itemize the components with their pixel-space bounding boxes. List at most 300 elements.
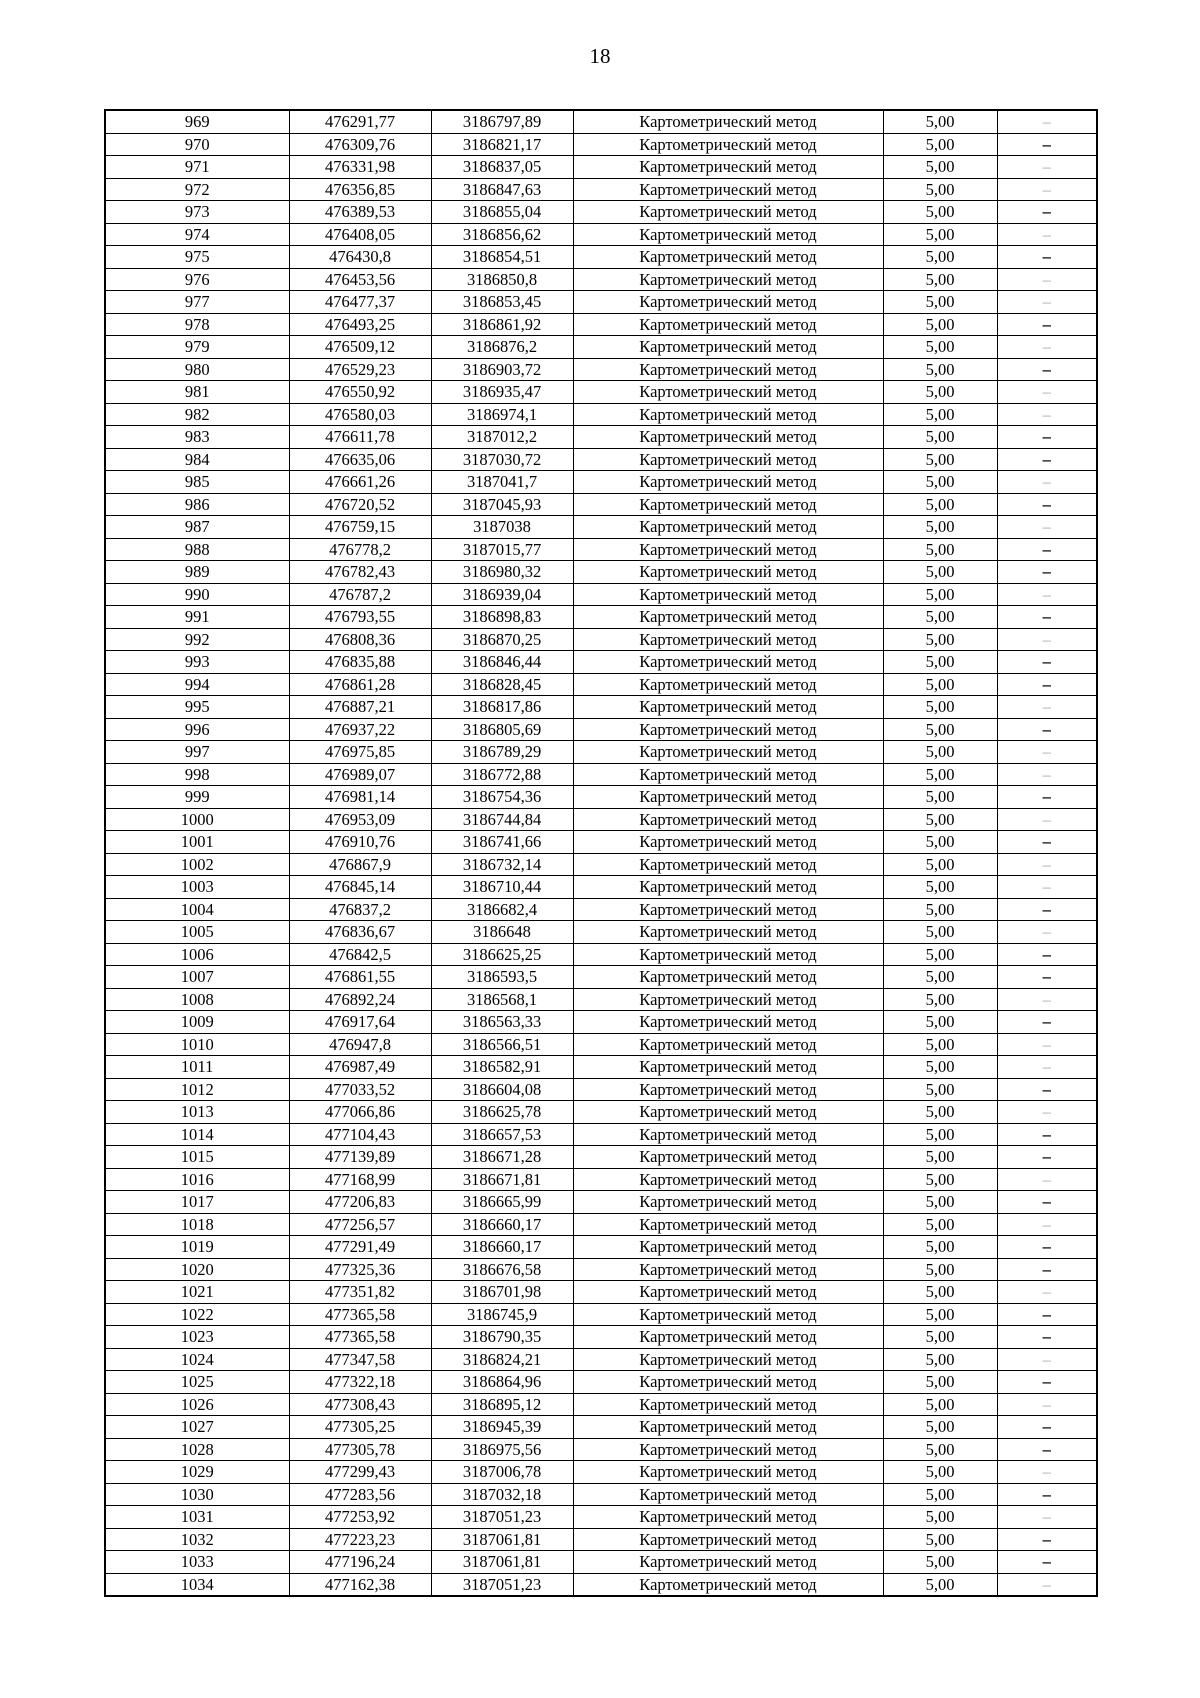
table-row bbox=[105, 268, 1097, 291]
note-cell: – bbox=[997, 1573, 1097, 1596]
y-coordinate-cell: 3187030,72 bbox=[431, 448, 573, 471]
method-cell: Картометрический метод bbox=[573, 110, 883, 133]
point-number-cell: 990 bbox=[105, 583, 289, 606]
note-cell: – bbox=[997, 246, 1097, 269]
table-row bbox=[105, 110, 1097, 133]
point-number-cell: 972 bbox=[105, 178, 289, 201]
point-number-cell: 1028 bbox=[105, 1438, 289, 1461]
point-number-cell: 969 bbox=[105, 110, 289, 133]
y-coordinate-cell: 3186671,81 bbox=[431, 1168, 573, 1191]
point-number-cell: 988 bbox=[105, 538, 289, 561]
y-coordinate-cell: 3186856,62 bbox=[431, 223, 573, 246]
note-cell: – bbox=[997, 1258, 1097, 1281]
note-cell: – bbox=[997, 1123, 1097, 1146]
method-cell: Картометрический метод bbox=[573, 156, 883, 179]
x-coordinate-cell: 477066,86 bbox=[289, 1101, 431, 1124]
accuracy-cell: 5,00 bbox=[883, 831, 997, 854]
point-number-cell: 998 bbox=[105, 763, 289, 786]
y-coordinate-cell: 3186895,12 bbox=[431, 1393, 573, 1416]
accuracy-cell: 5,00 bbox=[883, 1528, 997, 1551]
note-cell: – bbox=[997, 201, 1097, 224]
accuracy-cell: 5,00 bbox=[883, 426, 997, 449]
method-cell: Картометрический метод bbox=[573, 246, 883, 269]
table-row bbox=[105, 358, 1097, 381]
method-cell: Картометрический метод bbox=[573, 1078, 883, 1101]
table-row bbox=[105, 673, 1097, 696]
accuracy-cell: 5,00 bbox=[883, 1078, 997, 1101]
point-number-cell: 1029 bbox=[105, 1461, 289, 1484]
note-cell: – bbox=[997, 651, 1097, 674]
accuracy-cell: 5,00 bbox=[883, 988, 997, 1011]
x-coordinate-cell: 476987,49 bbox=[289, 1056, 431, 1079]
point-number-cell: 1018 bbox=[105, 1213, 289, 1236]
point-number-cell: 997 bbox=[105, 741, 289, 764]
method-cell: Картометрический метод bbox=[573, 786, 883, 809]
method-cell: Картометрический метод bbox=[573, 493, 883, 516]
accuracy-cell: 5,00 bbox=[883, 853, 997, 876]
method-cell: Картометрический метод bbox=[573, 651, 883, 674]
point-number-cell: 1009 bbox=[105, 1011, 289, 1034]
x-coordinate-cell: 477253,92 bbox=[289, 1506, 431, 1529]
x-coordinate-cell: 476837,2 bbox=[289, 898, 431, 921]
method-cell: Картометрический метод bbox=[573, 1303, 883, 1326]
y-coordinate-cell: 3186789,29 bbox=[431, 741, 573, 764]
point-number-cell: 974 bbox=[105, 223, 289, 246]
point-number-cell: 970 bbox=[105, 133, 289, 156]
point-number-cell: 1007 bbox=[105, 966, 289, 989]
accuracy-cell: 5,00 bbox=[883, 696, 997, 719]
x-coordinate-cell: 476309,76 bbox=[289, 133, 431, 156]
table-row bbox=[105, 426, 1097, 449]
accuracy-cell: 5,00 bbox=[883, 516, 997, 539]
y-coordinate-cell: 3186772,88 bbox=[431, 763, 573, 786]
x-coordinate-cell: 476720,52 bbox=[289, 493, 431, 516]
method-cell: Картометрический метод bbox=[573, 291, 883, 314]
x-coordinate-cell: 477033,52 bbox=[289, 1078, 431, 1101]
table-row bbox=[105, 313, 1097, 336]
point-number-cell: 976 bbox=[105, 268, 289, 291]
accuracy-cell: 5,00 bbox=[883, 1191, 997, 1214]
method-cell: Картометрический метод bbox=[573, 628, 883, 651]
note-cell: – bbox=[997, 448, 1097, 471]
x-coordinate-cell: 477299,43 bbox=[289, 1461, 431, 1484]
y-coordinate-cell: 3187061,81 bbox=[431, 1551, 573, 1574]
note-cell: – bbox=[997, 156, 1097, 179]
accuracy-cell: 5,00 bbox=[883, 381, 997, 404]
x-coordinate-cell: 476331,98 bbox=[289, 156, 431, 179]
point-number-cell: 1021 bbox=[105, 1281, 289, 1304]
table-row bbox=[105, 561, 1097, 584]
note-cell: – bbox=[997, 313, 1097, 336]
point-number-cell: 991 bbox=[105, 606, 289, 629]
method-cell: Картометрический метод bbox=[573, 448, 883, 471]
table-row bbox=[105, 156, 1097, 179]
accuracy-cell: 5,00 bbox=[883, 628, 997, 651]
table-row bbox=[105, 246, 1097, 269]
x-coordinate-cell: 476910,76 bbox=[289, 831, 431, 854]
x-coordinate-cell: 476793,55 bbox=[289, 606, 431, 629]
x-coordinate-cell: 477223,23 bbox=[289, 1528, 431, 1551]
accuracy-cell: 5,00 bbox=[883, 606, 997, 629]
y-coordinate-cell: 3186870,25 bbox=[431, 628, 573, 651]
x-coordinate-cell: 476430,8 bbox=[289, 246, 431, 269]
note-cell: – bbox=[997, 110, 1097, 133]
note-cell: – bbox=[997, 291, 1097, 314]
point-number-cell: 1032 bbox=[105, 1528, 289, 1551]
point-number-cell: 1013 bbox=[105, 1101, 289, 1124]
table-row bbox=[105, 1483, 1097, 1506]
note-cell: – bbox=[997, 1551, 1097, 1574]
accuracy-cell: 5,00 bbox=[883, 1438, 997, 1461]
point-number-cell: 992 bbox=[105, 628, 289, 651]
x-coordinate-cell: 477351,82 bbox=[289, 1281, 431, 1304]
x-coordinate-cell: 476580,03 bbox=[289, 403, 431, 426]
table-row bbox=[105, 898, 1097, 921]
accuracy-cell: 5,00 bbox=[883, 156, 997, 179]
table-row bbox=[105, 606, 1097, 629]
point-number-cell: 999 bbox=[105, 786, 289, 809]
table-row bbox=[105, 786, 1097, 809]
x-coordinate-cell: 477256,57 bbox=[289, 1213, 431, 1236]
y-coordinate-cell: 3186593,5 bbox=[431, 966, 573, 989]
method-cell: Картометрический метод bbox=[573, 1393, 883, 1416]
y-coordinate-cell: 3186805,69 bbox=[431, 718, 573, 741]
x-coordinate-cell: 476291,77 bbox=[289, 110, 431, 133]
accuracy-cell: 5,00 bbox=[883, 1213, 997, 1236]
x-coordinate-cell: 476892,24 bbox=[289, 988, 431, 1011]
accuracy-cell: 5,00 bbox=[883, 1056, 997, 1079]
accuracy-cell: 5,00 bbox=[883, 336, 997, 359]
y-coordinate-cell: 3186660,17 bbox=[431, 1213, 573, 1236]
method-cell: Картометрический метод bbox=[573, 763, 883, 786]
y-coordinate-cell: 3186754,36 bbox=[431, 786, 573, 809]
x-coordinate-cell: 476389,53 bbox=[289, 201, 431, 224]
x-coordinate-cell: 476845,14 bbox=[289, 876, 431, 899]
table-row bbox=[105, 1371, 1097, 1394]
table-row bbox=[105, 808, 1097, 831]
y-coordinate-cell: 3186604,08 bbox=[431, 1078, 573, 1101]
accuracy-cell: 5,00 bbox=[883, 448, 997, 471]
point-number-cell: 1030 bbox=[105, 1483, 289, 1506]
table-row bbox=[105, 1011, 1097, 1034]
accuracy-cell: 5,00 bbox=[883, 1393, 997, 1416]
method-cell: Картометрический метод bbox=[573, 178, 883, 201]
accuracy-cell: 5,00 bbox=[883, 898, 997, 921]
point-number-cell: 1008 bbox=[105, 988, 289, 1011]
y-coordinate-cell: 3186980,32 bbox=[431, 561, 573, 584]
accuracy-cell: 5,00 bbox=[883, 1011, 997, 1034]
x-coordinate-cell: 476887,21 bbox=[289, 696, 431, 719]
note-cell: – bbox=[997, 876, 1097, 899]
point-number-cell: 975 bbox=[105, 246, 289, 269]
accuracy-cell: 5,00 bbox=[883, 1506, 997, 1529]
y-coordinate-cell: 3187061,81 bbox=[431, 1528, 573, 1551]
method-cell: Картометрический метод bbox=[573, 223, 883, 246]
point-number-cell: 1025 bbox=[105, 1371, 289, 1394]
x-coordinate-cell: 477305,78 bbox=[289, 1438, 431, 1461]
table-row bbox=[105, 1078, 1097, 1101]
note-cell: – bbox=[997, 1078, 1097, 1101]
point-number-cell: 1010 bbox=[105, 1033, 289, 1056]
y-coordinate-cell: 3186682,4 bbox=[431, 898, 573, 921]
x-coordinate-cell: 477206,83 bbox=[289, 1191, 431, 1214]
x-coordinate-cell: 476835,88 bbox=[289, 651, 431, 674]
accuracy-cell: 5,00 bbox=[883, 471, 997, 494]
accuracy-cell: 5,00 bbox=[883, 1461, 997, 1484]
point-number-cell: 1034 bbox=[105, 1573, 289, 1596]
note-cell: – bbox=[997, 1326, 1097, 1349]
method-cell: Картометрический метод bbox=[573, 1506, 883, 1529]
table-row bbox=[105, 1281, 1097, 1304]
method-cell: Картометрический метод bbox=[573, 808, 883, 831]
accuracy-cell: 5,00 bbox=[883, 561, 997, 584]
x-coordinate-cell: 476787,2 bbox=[289, 583, 431, 606]
point-number-cell: 1002 bbox=[105, 853, 289, 876]
x-coordinate-cell: 476842,5 bbox=[289, 943, 431, 966]
accuracy-cell: 5,00 bbox=[883, 133, 997, 156]
point-number-cell: 986 bbox=[105, 493, 289, 516]
x-coordinate-cell: 476836,67 bbox=[289, 921, 431, 944]
x-coordinate-cell: 477291,49 bbox=[289, 1236, 431, 1259]
table-row bbox=[105, 178, 1097, 201]
note-cell: – bbox=[997, 1506, 1097, 1529]
note-cell: – bbox=[997, 1483, 1097, 1506]
method-cell: Картометрический метод bbox=[573, 426, 883, 449]
accuracy-cell: 5,00 bbox=[883, 403, 997, 426]
table-row bbox=[105, 943, 1097, 966]
x-coordinate-cell: 476635,06 bbox=[289, 448, 431, 471]
note-cell: – bbox=[997, 268, 1097, 291]
table-row bbox=[105, 696, 1097, 719]
y-coordinate-cell: 3187051,23 bbox=[431, 1573, 573, 1596]
note-cell: – bbox=[997, 921, 1097, 944]
x-coordinate-cell: 477325,36 bbox=[289, 1258, 431, 1281]
note-cell: – bbox=[997, 471, 1097, 494]
y-coordinate-cell: 3186741,66 bbox=[431, 831, 573, 854]
note-cell: – bbox=[997, 628, 1097, 651]
method-cell: Картометрический метод bbox=[573, 988, 883, 1011]
note-cell: – bbox=[997, 898, 1097, 921]
method-cell: Картометрический метод bbox=[573, 1573, 883, 1596]
page-number: 18 bbox=[589, 44, 611, 68]
method-cell: Картометрический метод bbox=[573, 358, 883, 381]
note-cell: – bbox=[997, 561, 1097, 584]
accuracy-cell: 5,00 bbox=[883, 246, 997, 269]
note-cell: – bbox=[997, 853, 1097, 876]
y-coordinate-cell: 3186660,17 bbox=[431, 1236, 573, 1259]
table-row bbox=[105, 853, 1097, 876]
accuracy-cell: 5,00 bbox=[883, 1348, 997, 1371]
note-cell: – bbox=[997, 1348, 1097, 1371]
note-cell: – bbox=[997, 1438, 1097, 1461]
method-cell: Картометрический метод bbox=[573, 1371, 883, 1394]
table-row bbox=[105, 1033, 1097, 1056]
accuracy-cell: 5,00 bbox=[883, 1326, 997, 1349]
accuracy-cell: 5,00 bbox=[883, 1101, 997, 1124]
y-coordinate-cell: 3186625,25 bbox=[431, 943, 573, 966]
table-row bbox=[105, 133, 1097, 156]
x-coordinate-cell: 476937,22 bbox=[289, 718, 431, 741]
note-cell: – bbox=[997, 673, 1097, 696]
method-cell: Картометрический метод bbox=[573, 516, 883, 539]
point-number-cell: 980 bbox=[105, 358, 289, 381]
method-cell: Картометрический метод bbox=[573, 876, 883, 899]
x-coordinate-cell: 477305,25 bbox=[289, 1416, 431, 1439]
table-row bbox=[105, 1393, 1097, 1416]
note-cell: – bbox=[997, 1303, 1097, 1326]
note-cell: – bbox=[997, 1371, 1097, 1394]
point-number-cell: 995 bbox=[105, 696, 289, 719]
y-coordinate-cell: 3186846,44 bbox=[431, 651, 573, 674]
table-row bbox=[105, 988, 1097, 1011]
method-cell: Картометрический метод bbox=[573, 1101, 883, 1124]
table-row bbox=[105, 831, 1097, 854]
coordinates-table bbox=[104, 109, 1098, 1597]
table-row bbox=[105, 741, 1097, 764]
y-coordinate-cell: 3186837,05 bbox=[431, 156, 573, 179]
accuracy-cell: 5,00 bbox=[883, 1168, 997, 1191]
y-coordinate-cell: 3187038 bbox=[431, 516, 573, 539]
x-coordinate-cell: 476529,23 bbox=[289, 358, 431, 381]
y-coordinate-cell: 3187006,78 bbox=[431, 1461, 573, 1484]
method-cell: Картометрический метод bbox=[573, 1461, 883, 1484]
method-cell: Картометрический метод bbox=[573, 561, 883, 584]
point-number-cell: 987 bbox=[105, 516, 289, 539]
accuracy-cell: 5,00 bbox=[883, 1146, 997, 1169]
table-row bbox=[105, 1191, 1097, 1214]
table-row bbox=[105, 538, 1097, 561]
point-number-cell: 985 bbox=[105, 471, 289, 494]
y-coordinate-cell: 3187051,23 bbox=[431, 1506, 573, 1529]
point-number-cell: 971 bbox=[105, 156, 289, 179]
note-cell: – bbox=[997, 403, 1097, 426]
point-number-cell: 1011 bbox=[105, 1056, 289, 1079]
method-cell: Картометрический метод bbox=[573, 673, 883, 696]
y-coordinate-cell: 3187015,77 bbox=[431, 538, 573, 561]
y-coordinate-cell: 3186817,86 bbox=[431, 696, 573, 719]
y-coordinate-cell: 3186854,51 bbox=[431, 246, 573, 269]
accuracy-cell: 5,00 bbox=[883, 1483, 997, 1506]
method-cell: Картометрический метод bbox=[573, 1258, 883, 1281]
x-coordinate-cell: 477196,24 bbox=[289, 1551, 431, 1574]
x-coordinate-cell: 477308,43 bbox=[289, 1393, 431, 1416]
x-coordinate-cell: 476782,43 bbox=[289, 561, 431, 584]
table-row bbox=[105, 1438, 1097, 1461]
table-row bbox=[105, 1461, 1097, 1484]
point-number-cell: 1019 bbox=[105, 1236, 289, 1259]
method-cell: Картометрический метод bbox=[573, 1168, 883, 1191]
point-number-cell: 1017 bbox=[105, 1191, 289, 1214]
note-cell: – bbox=[997, 718, 1097, 741]
x-coordinate-cell: 476981,14 bbox=[289, 786, 431, 809]
method-cell: Картометрический метод bbox=[573, 898, 883, 921]
table-row bbox=[105, 1056, 1097, 1079]
table-row bbox=[105, 1146, 1097, 1169]
table-row bbox=[105, 493, 1097, 516]
table-row bbox=[105, 921, 1097, 944]
y-coordinate-cell: 3186853,45 bbox=[431, 291, 573, 314]
table-row bbox=[105, 718, 1097, 741]
accuracy-cell: 5,00 bbox=[883, 493, 997, 516]
y-coordinate-cell: 3186903,72 bbox=[431, 358, 573, 381]
note-cell: – bbox=[997, 133, 1097, 156]
table-row bbox=[105, 516, 1097, 539]
point-number-cell: 1031 bbox=[105, 1506, 289, 1529]
accuracy-cell: 5,00 bbox=[883, 921, 997, 944]
point-number-cell: 1022 bbox=[105, 1303, 289, 1326]
y-coordinate-cell: 3186701,98 bbox=[431, 1281, 573, 1304]
accuracy-cell: 5,00 bbox=[883, 876, 997, 899]
y-coordinate-cell: 3186850,8 bbox=[431, 268, 573, 291]
y-coordinate-cell: 3186676,58 bbox=[431, 1258, 573, 1281]
method-cell: Картометрический метод bbox=[573, 1483, 883, 1506]
table-row bbox=[105, 1506, 1097, 1529]
point-number-cell: 1005 bbox=[105, 921, 289, 944]
method-cell: Картометрический метод bbox=[573, 1056, 883, 1079]
accuracy-cell: 5,00 bbox=[883, 358, 997, 381]
y-coordinate-cell: 3186797,89 bbox=[431, 110, 573, 133]
accuracy-cell: 5,00 bbox=[883, 1371, 997, 1394]
x-coordinate-cell: 476917,64 bbox=[289, 1011, 431, 1034]
method-cell: Картометрический метод bbox=[573, 403, 883, 426]
x-coordinate-cell: 476947,8 bbox=[289, 1033, 431, 1056]
x-coordinate-cell: 476611,78 bbox=[289, 426, 431, 449]
point-number-cell: 1015 bbox=[105, 1146, 289, 1169]
note-cell: – bbox=[997, 763, 1097, 786]
x-coordinate-cell: 476975,85 bbox=[289, 741, 431, 764]
method-cell: Картометрический метод bbox=[573, 921, 883, 944]
accuracy-cell: 5,00 bbox=[883, 1573, 997, 1596]
point-number-cell: 1012 bbox=[105, 1078, 289, 1101]
y-coordinate-cell: 3187041,7 bbox=[431, 471, 573, 494]
point-number-cell: 1016 bbox=[105, 1168, 289, 1191]
accuracy-cell: 5,00 bbox=[883, 223, 997, 246]
point-number-cell: 994 bbox=[105, 673, 289, 696]
note-cell: – bbox=[997, 696, 1097, 719]
method-cell: Картометрический метод bbox=[573, 538, 883, 561]
accuracy-cell: 5,00 bbox=[883, 1033, 997, 1056]
accuracy-cell: 5,00 bbox=[883, 1236, 997, 1259]
y-coordinate-cell: 3186876,2 bbox=[431, 336, 573, 359]
y-coordinate-cell: 3186568,1 bbox=[431, 988, 573, 1011]
note-cell: – bbox=[997, 381, 1097, 404]
x-coordinate-cell: 476661,26 bbox=[289, 471, 431, 494]
point-number-cell: 984 bbox=[105, 448, 289, 471]
accuracy-cell: 5,00 bbox=[883, 1551, 997, 1574]
y-coordinate-cell: 3186657,53 bbox=[431, 1123, 573, 1146]
accuracy-cell: 5,00 bbox=[883, 291, 997, 314]
note-cell: – bbox=[997, 1191, 1097, 1214]
point-number-cell: 977 bbox=[105, 291, 289, 314]
x-coordinate-cell: 477347,58 bbox=[289, 1348, 431, 1371]
y-coordinate-cell: 3186671,28 bbox=[431, 1146, 573, 1169]
method-cell: Картометрический метод bbox=[573, 696, 883, 719]
method-cell: Картометрический метод bbox=[573, 606, 883, 629]
note-cell: – bbox=[997, 988, 1097, 1011]
y-coordinate-cell: 3186974,1 bbox=[431, 403, 573, 426]
table-row bbox=[105, 403, 1097, 426]
note-cell: – bbox=[997, 223, 1097, 246]
accuracy-cell: 5,00 bbox=[883, 538, 997, 561]
x-coordinate-cell: 477168,99 bbox=[289, 1168, 431, 1191]
table-row bbox=[105, 1573, 1097, 1596]
accuracy-cell: 5,00 bbox=[883, 651, 997, 674]
y-coordinate-cell: 3186828,45 bbox=[431, 673, 573, 696]
accuracy-cell: 5,00 bbox=[883, 1303, 997, 1326]
x-coordinate-cell: 476861,28 bbox=[289, 673, 431, 696]
method-cell: Картометрический метод bbox=[573, 471, 883, 494]
point-number-cell: 996 bbox=[105, 718, 289, 741]
